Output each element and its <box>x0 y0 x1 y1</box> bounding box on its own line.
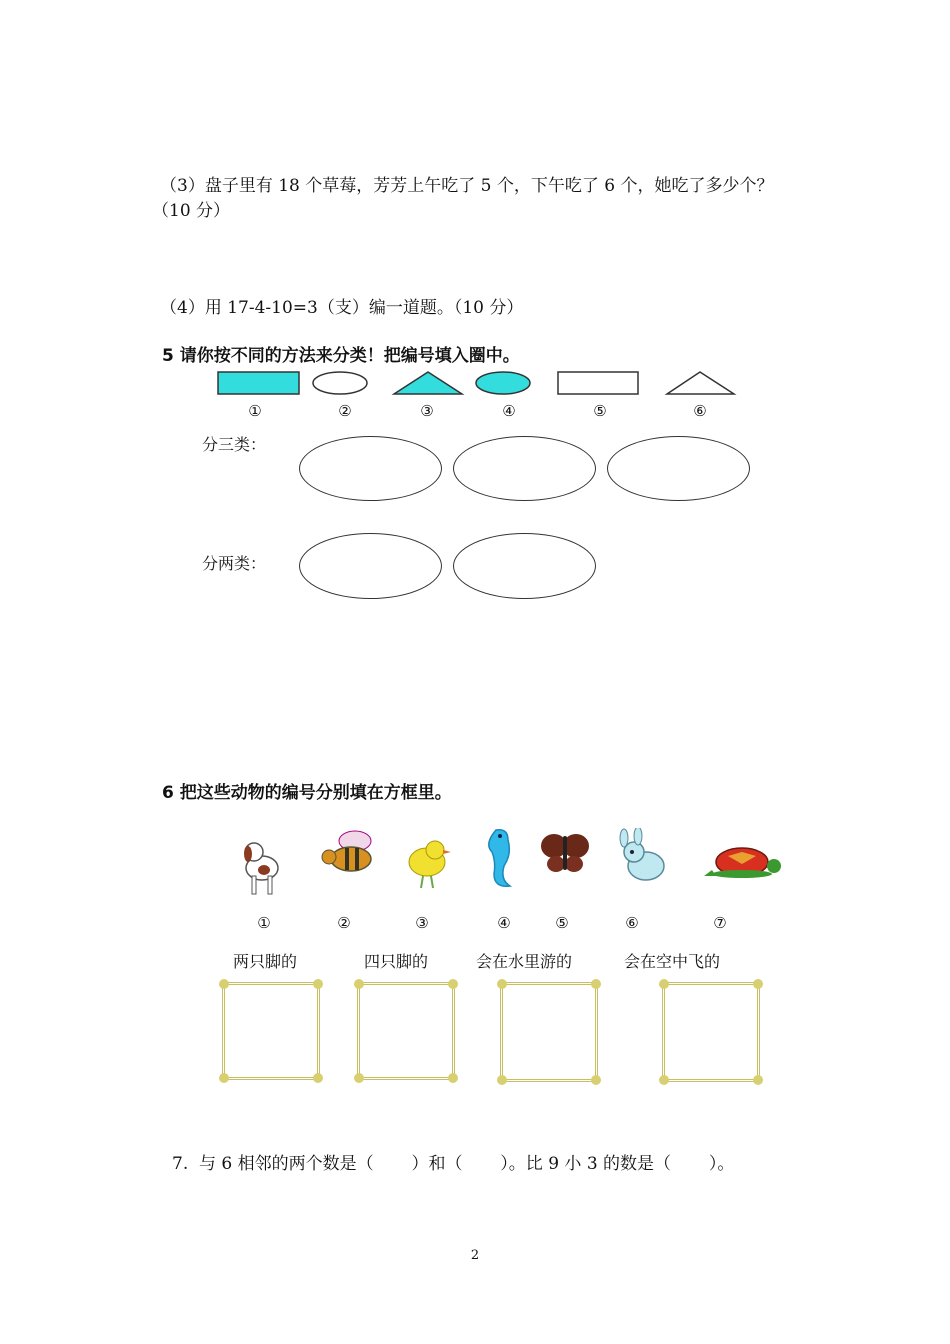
butterfly-icon <box>538 828 593 876</box>
answer-oval-three-1[interactable] <box>299 436 442 501</box>
page-number: 2 <box>470 1248 480 1263</box>
shape-3-filled-triangle <box>394 372 462 394</box>
answer-frame-four-legs[interactable] <box>357 982 455 1080</box>
shape-number-3: ③ <box>420 402 434 420</box>
shape-6-triangle <box>667 372 734 394</box>
category-four-legs: 四只脚的 <box>364 952 429 971</box>
animal-number-5: ⑤ <box>555 914 569 932</box>
q4-text: （4）用 17-4-10=3（支）编一道题。（10 分） <box>160 298 524 318</box>
shape-4-filled-oval <box>476 372 530 394</box>
bee-icon <box>315 825 380 880</box>
q3-line2: （10 分） <box>152 201 231 221</box>
animal-number-1: ① <box>257 914 271 932</box>
animal-number-2: ② <box>337 914 351 932</box>
answer-frame-swim[interactable] <box>500 982 598 1082</box>
animal-number-7: ⑦ <box>713 914 727 932</box>
answer-oval-two-1[interactable] <box>299 533 442 599</box>
shape-number-5: ⑤ <box>593 402 607 420</box>
category-swim: 会在水里游的 <box>476 952 573 971</box>
answer-frame-fly[interactable] <box>662 982 760 1082</box>
category-fly: 会在空中飞的 <box>624 952 721 971</box>
shape-number-2: ② <box>338 402 352 420</box>
answer-frame-two-legs[interactable] <box>222 982 320 1080</box>
answer-oval-three-2[interactable] <box>453 436 596 501</box>
rabbit-icon <box>610 828 678 888</box>
shape-number-6: ⑥ <box>693 402 707 420</box>
answer-oval-three-3[interactable] <box>607 436 750 501</box>
shape-2-oval <box>313 372 367 394</box>
dog-icon <box>232 830 292 900</box>
shape-1-filled-rectangle <box>218 372 299 394</box>
classify-three-label: 分三类： <box>202 435 267 454</box>
seahorse-icon <box>478 822 523 892</box>
shape-number-4: ④ <box>502 402 516 420</box>
animal-number-4: ④ <box>497 914 511 932</box>
shape-number-1: ① <box>248 402 262 420</box>
q5-heading: 5 请你按不同的方法来分类！把编号填入圈中。 <box>162 346 520 366</box>
animal-number-6: ⑥ <box>625 914 639 932</box>
q7-text: 7. 与 6 相邻的两个数是（ ）和（ ）。比 9 小 3 的数是（ ）。 <box>172 1154 735 1174</box>
turtle-icon <box>702 840 786 882</box>
q6-heading: 6 把这些动物的编号分别填在方框里。 <box>162 783 452 803</box>
q5-shapes <box>200 362 760 402</box>
q3-line1: （3）盘子里有 18 个草莓，芳芳上午吃了 5 个，下午吃了 6 个，她吃了多少个？ <box>160 176 774 196</box>
answer-oval-two-2[interactable] <box>453 533 596 599</box>
shape-5-rectangle <box>558 372 638 394</box>
classify-two-label: 分两类： <box>202 554 267 573</box>
chick-icon <box>395 832 453 892</box>
animal-number-3: ③ <box>415 914 429 932</box>
category-two-legs: 两只脚的 <box>233 952 298 971</box>
